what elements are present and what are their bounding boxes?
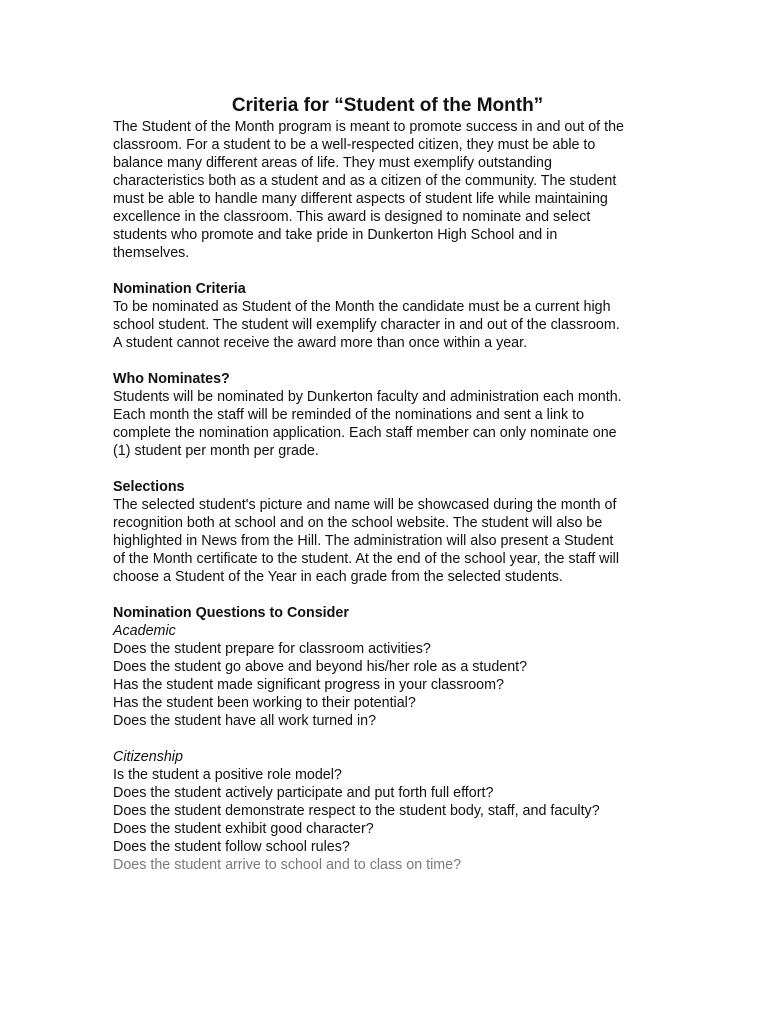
nomination-criteria-section <box>113 280 658 352</box>
citizenship-question: Is the student a positive role model? <box>113 767 342 783</box>
intro-line: classroom. For a student to be a well-respected citizen, they must be able to <box>113 137 596 153</box>
citizenship-question: Does the student follow school rules? <box>113 839 350 855</box>
selections-section <box>113 478 658 586</box>
citizenship-question: Does the student actively participate and put forth full effort? <box>113 785 494 801</box>
who-nominates-section <box>113 370 658 460</box>
nomination-questions-section <box>113 604 658 874</box>
academic-question: Has the student been working to their potential? <box>113 695 416 711</box>
document-page <box>113 94 658 874</box>
citizenship-question: Does the student arrive to school and to class on time? <box>113 857 462 873</box>
paragraph-line: A student cannot receive the award more than once within a year. <box>113 335 528 351</box>
who-nominates-heading: Who Nominates? <box>113 371 230 387</box>
citizenship-question: Does the student demonstrate respect to the student body, staff, and faculty? <box>113 803 600 819</box>
nomination-criteria-paragraph <box>113 298 658 352</box>
intro-line: must be able to handle many different aspects of student life while maintaining <box>113 191 608 207</box>
paragraph-line: of the Month certificate to the student. At the end of the school year, the staff will <box>113 551 619 567</box>
academic-question: Does the student go above and beyond his/her role as a student? <box>113 659 528 675</box>
intro-line: characteristics both as a student and as a citizen of the community. The student <box>113 173 617 189</box>
nomination-questions-heading: Nomination Questions to Consider <box>113 605 349 621</box>
academic-subheading: Academic <box>113 623 176 639</box>
who-nominates-paragraph <box>113 388 658 460</box>
intro-line: The Student of the Month program is meant to promote success in and out of the <box>113 119 625 135</box>
intro-line: balance many different areas of life. They must exemplify outstanding <box>113 155 552 171</box>
intro-line: themselves. <box>113 245 190 261</box>
paragraph-line: (1) student per month per grade. <box>113 443 319 459</box>
paragraph-line: Students will be nominated by Dunkerton faculty and administration each month. <box>113 389 622 405</box>
paragraph-line: To be nominated as Student of the Month the candidate must be a current high <box>113 299 611 315</box>
citizenship-question: Does the student exhibit good character? <box>113 821 374 837</box>
paragraph-line: complete the nomination application. Each staff member can only nominate one <box>113 425 617 441</box>
academic-question: Does the student prepare for classroom activities? <box>113 641 431 657</box>
academic-question: Has the student made significant progress in your classroom? <box>113 677 504 693</box>
paragraph-line: choose a Student of the Year in each grade from the selected students. <box>113 569 563 585</box>
paragraph-line: recognition both at school and on the school website. The student will also be <box>113 515 603 531</box>
paragraph-line: school student. The student will exemplify character in and out of the classroom. <box>113 317 620 333</box>
paragraph-line: Each month the staff will be reminded of the nominations and sent a link to <box>113 407 585 423</box>
selections-paragraph <box>113 496 658 586</box>
intro-paragraph <box>113 118 658 262</box>
paragraph-line: The selected student's picture and name will be showcased during the month of <box>113 497 617 513</box>
nomination-criteria-heading: Nomination Criteria <box>113 281 246 297</box>
document-title: Criteria for “Student of the Month” <box>231 95 544 116</box>
academic-question: Does the student have all work turned in? <box>113 713 377 729</box>
citizenship-group <box>113 748 658 874</box>
citizenship-subheading: Citizenship <box>113 749 183 765</box>
intro-line: excellence in the classroom. This award is designed to nominate and select <box>113 209 591 225</box>
intro-line: students who promote and take pride in Dunkerton High School and in <box>113 227 558 243</box>
selections-heading: Selections <box>113 479 185 495</box>
paragraph-line: highlighted in News from the Hill. The administration will also present a Student <box>113 533 614 549</box>
